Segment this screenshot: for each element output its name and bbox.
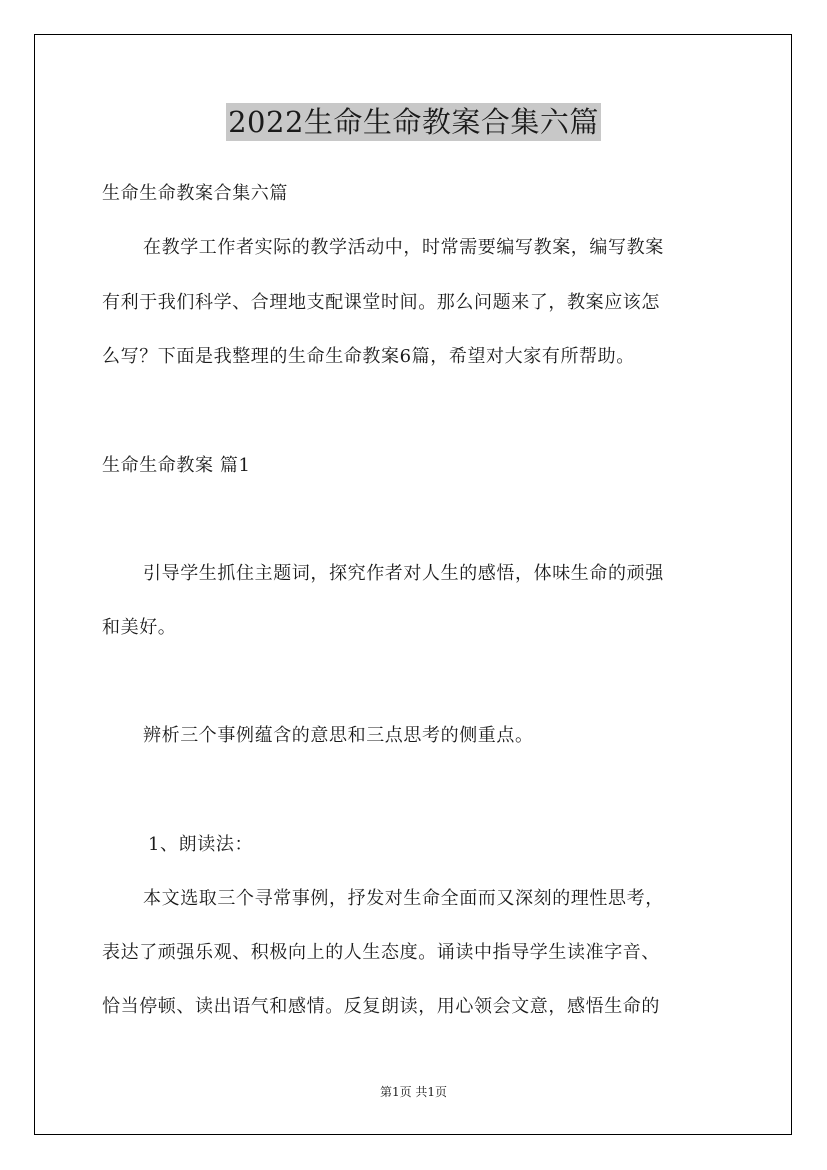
page-footer: 第1页 共1页 <box>379 1085 448 1099</box>
method-line: 本文选取三个寻常事例，抒发对生命全面而又深刻的理性思考， <box>143 888 664 909</box>
method-line: 恰当停顿、读出语气和感情。反复朗读，用心领会文意，感悟生命的 <box>102 996 660 1017</box>
section-heading: 生命生命教案 篇1 <box>102 455 251 476</box>
document-subtitle: 生命生命教案合集六篇 <box>102 183 288 204</box>
document-title-wrap <box>0 103 827 146</box>
goal-line: 和美好。 <box>102 617 177 638</box>
intro-line: 有利于我们科学、合理地支配课堂时间。那么问题来了，教案应该怎 <box>102 292 660 313</box>
document-title: 2022生命生命教案合集六篇 <box>228 105 599 139</box>
analysis-line: 辨析三个事例蕴含的意思和三点思考的侧重点。 <box>143 725 534 746</box>
method-heading: 1、朗读法： <box>148 834 254 855</box>
intro-line: 么写？下面是我整理的生命生命教案6篇，希望对大家有所帮助。 <box>102 346 635 367</box>
goal-line: 引导学生抓住主题词，探究作者对人生的感悟，体味生命的顽强 <box>143 563 664 584</box>
intro-line: 在教学工作者实际的教学活动中，时常需要编写教案，编写教案 <box>143 237 664 258</box>
method-line: 表达了顽强乐观、积极向上的人生态度。诵读中指导学生读准字音、 <box>102 942 660 963</box>
